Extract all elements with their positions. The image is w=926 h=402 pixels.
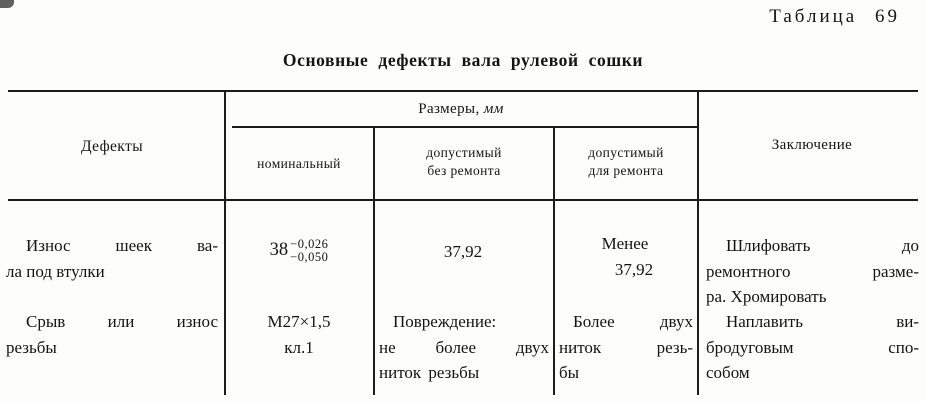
- cell-line: М27×1,5: [267, 312, 331, 331]
- cell-line: ремонтного разме-: [706, 261, 919, 281]
- tolerance-upper: −0,026: [290, 237, 329, 251]
- cell-line: собом: [706, 363, 750, 382]
- cell-no-repair-row1: [377, 239, 549, 265]
- cell-for-repair-row1: [557, 231, 693, 282]
- cell-defect-row1: [6, 233, 218, 284]
- cell-defect-row2: [6, 309, 218, 360]
- cell-line: ра. Хромировать: [706, 287, 827, 306]
- sizes-group-unit: мм: [483, 101, 504, 117]
- column-header-for-repair: [555, 144, 697, 180]
- cell-line: ниток резь-: [559, 337, 693, 357]
- column-header-conclusion: Заключение: [771, 137, 853, 153]
- cell-line: резьбы: [6, 337, 57, 357]
- cell-line: Менее: [601, 234, 649, 253]
- page-title: Основные дефекты вала рулевой сошки: [282, 50, 644, 70]
- cell-line: кл.1: [284, 337, 314, 357]
- nominal-with-tolerance: [269, 237, 329, 264]
- table-top-rule: [8, 90, 918, 92]
- cell-no-repair-row2: [379, 309, 549, 386]
- tolerance-stack: [290, 238, 328, 263]
- cell-conclusion-row1: [706, 233, 919, 310]
- column-header-sizes-group: [224, 99, 698, 119]
- nominal-base-value: 38: [269, 240, 289, 261]
- cell-line: Более двух: [573, 312, 693, 331]
- cell-for-repair-row2: [559, 309, 693, 386]
- cell-line: ниток резьбы: [379, 363, 480, 382]
- header-line: допустимый: [588, 145, 664, 160]
- column-divider-defects: [224, 90, 226, 395]
- cell-line: бы: [559, 363, 580, 382]
- header-line: без ремонта: [427, 163, 501, 178]
- header-line: допустимый: [426, 145, 502, 160]
- header-bottom-rule: [8, 199, 918, 201]
- scan-corner-artifact: [0, 0, 14, 8]
- column-header-no-repair: [375, 144, 553, 180]
- cell-line: Шлифовать до: [726, 236, 919, 255]
- cell-line: не более двух: [379, 337, 549, 357]
- column-header-nominal: номинальный: [257, 156, 341, 171]
- cell-line: 37,92: [614, 259, 654, 279]
- cell-nominal-row2: [228, 309, 370, 360]
- sizes-group-underline: [232, 126, 698, 128]
- cell-line: Наплавить ви-: [726, 312, 919, 331]
- cell-line: ла под втулки: [6, 261, 105, 281]
- column-header-defects: Дефекты: [80, 138, 144, 155]
- sizes-group-label: Размеры,: [418, 101, 480, 117]
- cell-conclusion-row2: [706, 309, 919, 386]
- cell-line: 37,92: [443, 242, 483, 261]
- cell-line: бродуговым спо-: [706, 337, 919, 357]
- cell-nominal-row1: [228, 239, 370, 264]
- header-line: для ремонта: [588, 163, 664, 178]
- tolerance-lower: −0,050: [290, 249, 329, 264]
- cell-line: Износ шеек ва-: [26, 236, 218, 255]
- table-number-label: Таблица 69: [769, 6, 900, 27]
- cell-line: Срыв или износ: [26, 312, 218, 331]
- cell-line: Повреждение:: [393, 312, 497, 331]
